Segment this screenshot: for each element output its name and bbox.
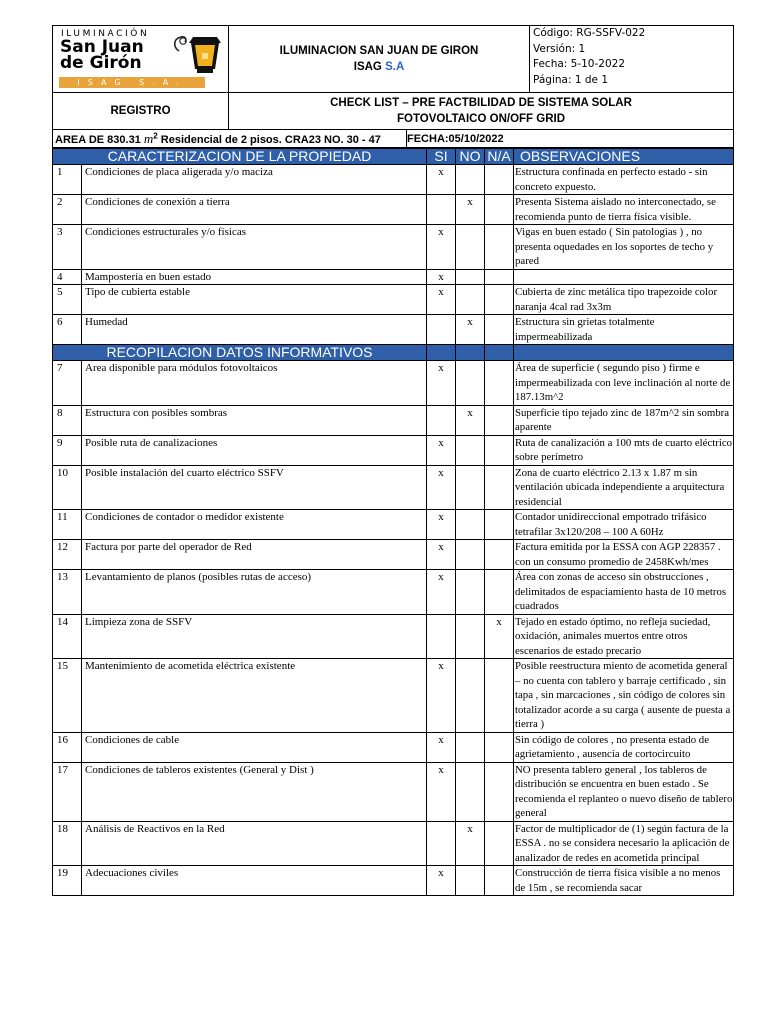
row-na-mark (485, 762, 514, 821)
row-description: Estructura con posibles sombras (82, 405, 427, 435)
row-na-mark (485, 315, 514, 345)
col-header-no: NO (456, 149, 485, 165)
table-row (53, 225, 734, 270)
table-row (53, 165, 734, 195)
row-description: Condiciones de conexión a tierra (82, 195, 427, 225)
row-observation: Estructura sin grietas totalmente impermeabilizada (514, 315, 734, 345)
company-name: ILUMINACION SAN JUAN DE GIRON (279, 45, 479, 57)
row-si-mark (427, 195, 456, 225)
row-no-mark (456, 285, 485, 315)
row-no-mark (456, 659, 485, 733)
row-no-mark (456, 570, 485, 615)
company-short (229, 59, 529, 75)
row-description: Levantamiento de planos (posibles rutas de acceso) (82, 570, 427, 615)
table-row (53, 269, 734, 285)
row-na-mark (485, 659, 514, 733)
row-si-mark (427, 614, 456, 659)
lamp-icon (171, 31, 227, 77)
row-number: 8 (53, 405, 82, 435)
row-description: Humedad (82, 315, 427, 345)
row-no-mark: x (456, 315, 485, 345)
row-no-mark (456, 510, 485, 540)
row-observation: Ruta de canalización a 100 mts de cuarto eléctrico sobre perímetro (515, 436, 733, 463)
section-filler (485, 345, 514, 361)
row-observation: Sin código de colores , no presenta estado de agrietamiento , ausencia de cortocircuito (514, 732, 734, 762)
logo-line2: de Girón (60, 53, 142, 73)
table-row (53, 315, 734, 345)
row-si-mark: x (427, 435, 456, 465)
section-filler (427, 345, 456, 361)
col-header-observaciones: OBSERVACIONES (514, 149, 734, 165)
row-na-mark (485, 269, 514, 285)
row-description: Condiciones estructurales y/o físicas (82, 225, 427, 270)
row-observation: Área de superficie ( segundo piso ) firme e impermeabilizada con leve inclinación al norte de 187.13m^2 (514, 361, 734, 406)
row-number: 1 (53, 165, 82, 195)
row-na-mark: x (485, 614, 514, 659)
row-observation: Vigas en buen estado ( Sin patologias ) , no presenta oquedades en los soportes de techo y pared (514, 225, 734, 270)
section-title: CARACTERIZACION DE LA PROPIEDAD (53, 149, 427, 165)
row-description: Posible instalación del cuarto eléctrico SSFV (82, 465, 427, 510)
row-description: Mantenimiento de acometida eléctrica existente (82, 659, 427, 733)
row-si-mark (427, 821, 456, 866)
row-no-mark (456, 165, 485, 195)
row-number: 12 (53, 540, 82, 570)
col-header-na: N/A (485, 149, 514, 165)
company-logo (57, 29, 227, 91)
table-row (53, 732, 734, 762)
row-no-mark (456, 225, 485, 270)
section-filler (514, 345, 734, 361)
table-row (53, 762, 734, 821)
table-row (53, 435, 734, 465)
row-description: Condiciones de tableros existentes (General y Dist ) (82, 762, 427, 821)
document-page (52, 25, 733, 896)
row-observation: Factor de multiplicador de (1) según factura de la ESSA . no se considera necesario la aplicación de analizador de redes en acometida principal (514, 821, 734, 866)
area-sup: 2 (153, 130, 158, 140)
row-number: 16 (53, 732, 82, 762)
row-na-mark (485, 570, 514, 615)
doc-version: Versión: 1 (533, 42, 586, 55)
row-number: 11 (53, 510, 82, 540)
row-na-mark (485, 361, 514, 406)
row-no-mark (456, 540, 485, 570)
row-si-mark: x (427, 225, 456, 270)
row-description: Tipo de cubierta estable (82, 285, 427, 315)
row-na-mark (485, 405, 514, 435)
logo-name (60, 39, 144, 71)
row-number: 17 (53, 762, 82, 821)
company-suffix: S.A (385, 61, 405, 73)
row-si-mark (427, 315, 456, 345)
row-na-mark (485, 732, 514, 762)
row-no-mark (456, 732, 485, 762)
area-unit: m (143, 130, 154, 146)
info-date: FECHA:05/10/2022 (407, 130, 734, 148)
row-number: 7 (53, 361, 82, 406)
row-number: 10 (53, 465, 82, 510)
row-observation: Tejado en estado óptimo, no refleja suciedad, oxidación, animales muertos entre otros escenarios de estado precario (514, 614, 734, 659)
row-description: Area disponible para módulos fotovoltaicos (82, 361, 427, 406)
row-description: Análisis de Reactivos en la Red (82, 821, 427, 866)
row-number: 13 (53, 570, 82, 615)
checklist-table (52, 148, 734, 896)
row-number: 15 (53, 659, 82, 733)
row-na-mark (485, 540, 514, 570)
logo-line1: San Juan (60, 37, 144, 57)
row-observation: Zona de cuarto eléctrico 2.13 x 1.87 m sin ventilación ubicada independiente a arquitectura residencial (514, 465, 734, 510)
row-na-mark (485, 165, 514, 195)
row-observation: Superficie tipo tejado zinc de 187m^2 sin sombra aparente (514, 405, 734, 435)
area-prefix: AREA DE 830.31 (55, 133, 141, 146)
table-row (53, 614, 734, 659)
row-si-mark: x (427, 762, 456, 821)
checklist-body (53, 149, 734, 896)
row-si-mark: x (427, 510, 456, 540)
row-description: Posible ruta de canalizaciones (82, 435, 427, 465)
row-na-mark (485, 465, 514, 510)
table-row (53, 540, 734, 570)
row-observation: Presenta Sistema aislado no interconectado, se recomienda punto de tierra física visible. (514, 195, 734, 225)
row-observation: NO presenta tablero general , los tableros de distribución se encuentra en buen estado . Se recomienda el replanteo o nuevo diseño de tablero general (515, 763, 733, 819)
row-na-mark (485, 225, 514, 270)
row-no-mark (456, 361, 485, 406)
row-description: Factura por parte del operador de Red (82, 540, 427, 570)
row-observation: Área con zonas de acceso sin obstrucciones , delimitados de espaciamiento hasta de 10 metros cuadrados (514, 570, 734, 615)
row-si-mark: x (427, 285, 456, 315)
section-title: RECOPILACION DATOS INFORMATIVOS (53, 345, 427, 361)
doc-date: Fecha: 5-10-2022 (533, 58, 626, 70)
row-no-mark: x (456, 821, 485, 866)
doc-code: Código: RG-SSFV-022 (533, 27, 646, 39)
area-info (53, 130, 407, 148)
row-description: Adecuaciones civiles (82, 866, 427, 896)
row-na-mark (485, 866, 514, 896)
row-observation: Estructura confinada en perfecto estado - sin concreto expuesto. (514, 165, 734, 195)
row-na-mark (485, 195, 514, 225)
row-number: 5 (53, 285, 82, 315)
logo-top-text: ILUMINACIÓN (61, 29, 150, 39)
row-number: 9 (53, 435, 82, 465)
table-row (53, 361, 734, 406)
row-no-mark (456, 269, 485, 285)
row-na-mark (485, 821, 514, 866)
row-na-mark (485, 435, 514, 465)
row-si-mark: x (427, 361, 456, 406)
logo-cell (53, 26, 229, 93)
row-observation (514, 269, 734, 285)
row-observation: Cubierta de zinc metálica tipo trapezoide color naranja 4cal rad 3x3m (514, 285, 734, 315)
row-description: Mampostería en buen estado (82, 269, 427, 285)
row-si-mark (427, 405, 456, 435)
row-number: 19 (53, 866, 82, 896)
col-header-si: SI (427, 149, 456, 165)
info-row (52, 130, 734, 148)
row-number: 3 (53, 225, 82, 270)
row-number: 6 (53, 315, 82, 345)
table-row (53, 285, 734, 315)
table-row (53, 510, 734, 540)
company-cell (229, 26, 530, 93)
row-description: Limpieza zona de SSFV (82, 614, 427, 659)
title-line2: FOTOVOLTAICO ON/OFF GRID (396, 113, 566, 125)
row-si-mark: x (427, 659, 456, 733)
row-no-mark (456, 465, 485, 510)
table-row (53, 866, 734, 896)
table-row (53, 821, 734, 866)
row-description: Condiciones de placa aligerada y/o maciza (82, 165, 427, 195)
row-no-mark (456, 762, 485, 821)
row-si-mark: x (427, 570, 456, 615)
document-title (229, 93, 734, 130)
table-row (53, 405, 734, 435)
document-meta (530, 26, 734, 93)
title-line1: CHECK LIST – PRE FACTBILIDAD DE SISTEMA SOLAR (330, 97, 632, 109)
company-short-text: ISAG (353, 61, 382, 73)
row-observation: Posible reestructura miento de acometida general – no cuenta con tablero y barraje certificado , sin tapa , sin marcaciones , sin código de colores sin totalizador acorde a su carga ( ausente de puesta a tierra ) (514, 659, 734, 733)
row-observation: Factura emitida por la ESSA con AGP 228357 . con un consumo promedio de 2458Kwh/mes (514, 540, 734, 570)
row-observation: Contador unidireccional empotrado trifásico tetrafilar 3x120/208 – 100 A 60Hz (514, 510, 734, 540)
row-no-mark (456, 435, 485, 465)
document-header (52, 25, 734, 130)
row-na-mark (485, 285, 514, 315)
row-no-mark: x (456, 195, 485, 225)
row-no-mark (456, 614, 485, 659)
logo-bottom-text: ISAG S.A. (59, 77, 205, 88)
row-no-mark: x (456, 405, 485, 435)
row-si-mark: x (427, 165, 456, 195)
row-number: 2 (53, 195, 82, 225)
row-na-mark (485, 510, 514, 540)
row-description: Condiciones de contador o medidor existente (82, 510, 427, 540)
table-row (53, 659, 734, 733)
row-description: Condiciones de cable (82, 732, 427, 762)
section-header-row (53, 149, 734, 165)
row-no-mark (456, 866, 485, 896)
row-si-mark: x (427, 732, 456, 762)
row-number: 18 (53, 821, 82, 866)
doc-page: Página: 1 de 1 (533, 73, 609, 86)
table-row (53, 195, 734, 225)
row-si-mark: x (427, 866, 456, 896)
table-row (53, 570, 734, 615)
row-si-mark: x (427, 540, 456, 570)
area-suffix: Residencial de 2 pisos. CRA23 NO. 30 - 47 (157, 133, 381, 146)
section-filler (456, 345, 485, 361)
row-observation: Construcción de tierra física visible a no menos de 15m , se recomienda sacar (514, 866, 734, 896)
registro-label: REGISTRO (53, 93, 229, 130)
row-si-mark: x (427, 465, 456, 510)
row-number: 14 (53, 614, 82, 659)
row-number: 4 (53, 269, 82, 285)
section-header-row (53, 345, 734, 361)
row-si-mark: x (427, 269, 456, 285)
table-row (53, 465, 734, 510)
